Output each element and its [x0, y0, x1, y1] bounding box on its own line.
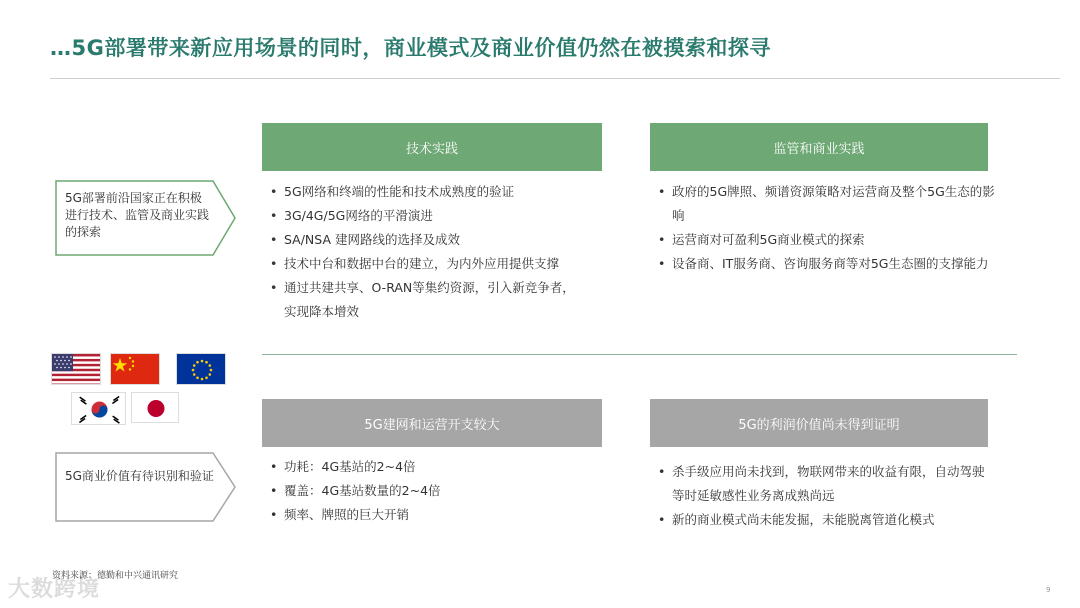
- japan-flag-icon: [131, 392, 179, 423]
- list-item: • 5G网络和终端的性能和技术成熟度的验证: [262, 180, 602, 204]
- title-divider: [50, 78, 1060, 79]
- watermark-logo: 大数跨境: [8, 577, 101, 602]
- page-number: 9: [1046, 586, 1051, 594]
- regulation-business-list: [650, 180, 995, 276]
- profit-value-list: [650, 460, 985, 532]
- us-flag-icon: [51, 353, 101, 385]
- list-item: • 技术中台和数据中台的建立，为内外应用提供支撑: [262, 252, 602, 276]
- bottom-arrow-label: 5G商业价值有待识别和验证: [65, 469, 214, 483]
- korea-flag-icon: [71, 392, 126, 425]
- profit-value-header: 5G的利润价值尚未得到证明: [650, 399, 988, 447]
- list-item: • 运营商对可盈利5G商业模式的探索: [650, 228, 995, 252]
- tech-practice-header: 技术实践: [262, 123, 602, 171]
- bottom-arrow-callout: [55, 452, 237, 522]
- list-item: • 杀手级应用尚未找到，物联网带来的收益有限，自动驾驶等时延敏感性业务离成熟尚远: [650, 460, 985, 508]
- top-arrow-label: 5G部署前沿国家正在积极进行技术、监管及商业实践的探索: [65, 191, 210, 239]
- capex-opex-header: 5G建网和运营开支较大: [262, 399, 602, 447]
- arrow-callout-shape: [55, 452, 237, 522]
- eu-flag-icon: [176, 353, 226, 385]
- list-item: • 功耗：4G基站的2~4倍: [262, 455, 602, 479]
- regulation-business-header: 监管和商业实践: [650, 123, 988, 171]
- section-divider: [262, 354, 1017, 355]
- list-item: • 频率、牌照的巨大开销: [262, 503, 602, 527]
- capex-opex-list: [262, 455, 602, 527]
- china-flag-icon: [110, 353, 160, 385]
- list-item: • 新的商业模式尚未能发掘，未能脱离管道化模式: [650, 508, 985, 532]
- list-item: • 设备商、IT服务商、咨询服务商等对5G生态圈的支撑能力: [650, 252, 995, 276]
- page-title: …5G部署带来新应用场景的同时，商业模式及商业价值仍然在被摸索和探寻: [50, 36, 771, 60]
- top-arrow-callout: [55, 180, 237, 256]
- list-item: • SA/NSA 建网路线的选择及成效: [262, 228, 602, 252]
- list-item: • 通过共建共享、O-RAN等集约资源，引入新竞争者，实现降本增效: [262, 276, 582, 324]
- source-note: 资料来源：德勤和中兴通讯研究: [52, 571, 179, 581]
- list-item: • 覆盖：4G基站数量的2~4倍: [262, 479, 602, 503]
- list-item: • 政府的5G牌照、频谱资源策略对运营商及整个5G生态的影响: [650, 180, 995, 228]
- list-item: • 3G/4G/5G网络的平滑演进: [262, 204, 602, 228]
- tech-practice-list: [262, 180, 602, 324]
